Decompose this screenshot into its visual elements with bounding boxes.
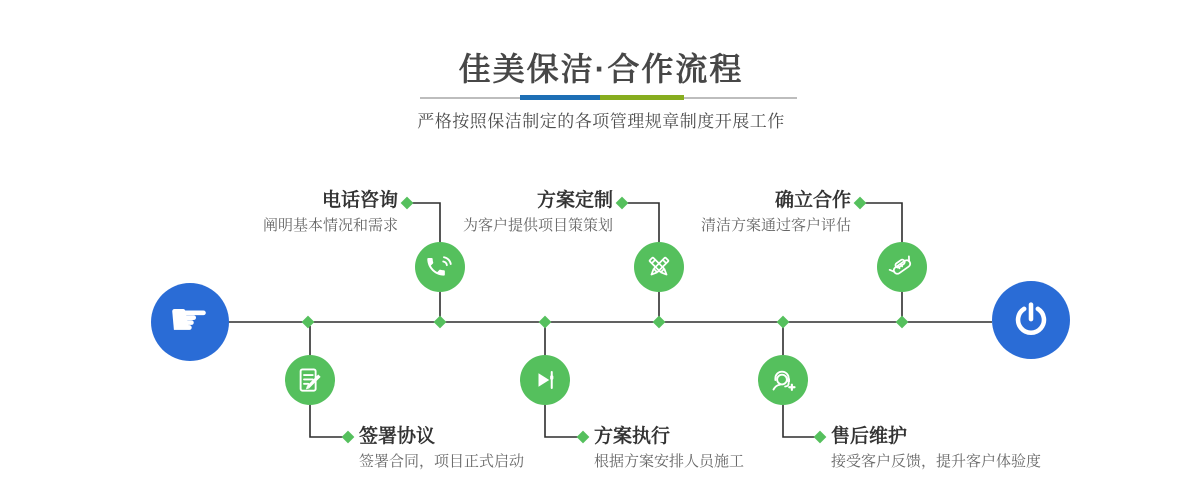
phone-icon — [425, 252, 455, 282]
start-node — [151, 283, 229, 361]
step-node-execute — [520, 355, 570, 405]
pointing-hand-icon: ☛ — [168, 292, 210, 346]
step-title: 售后维护 — [831, 426, 908, 447]
step-title: 方案执行 — [594, 426, 671, 447]
step-desc: 阐明基本情况和需求 — [262, 217, 398, 234]
step-node-sign — [285, 355, 335, 405]
page-title: 佳美保洁·合作流程 — [458, 51, 744, 87]
step-node-support — [758, 355, 808, 405]
step-desc: 接受客户反馈，提升客户体验度 — [831, 453, 1042, 470]
step-node-phone — [415, 242, 465, 292]
step-label-consult — [263, 187, 398, 238]
step-title: 方案定制 — [536, 190, 613, 211]
power-icon — [1010, 299, 1052, 341]
divider-accent-blue — [520, 95, 600, 100]
step-desc: 签署合同，项目正式启动 — [359, 453, 525, 470]
crossed-pencils-icon — [644, 252, 674, 282]
step-title: 签署协议 — [359, 426, 436, 447]
step-title: 确立合作 — [774, 190, 851, 211]
step-desc: 为客户提供项目策策划 — [462, 217, 613, 234]
page-subtitle: 严格按照保洁制定的各项管理规章制度开展工作 — [417, 112, 785, 131]
step-node-agreement — [877, 242, 927, 292]
step-label-aftersale — [831, 423, 1041, 474]
step-node-design — [634, 242, 684, 292]
play-slider-icon — [530, 365, 560, 395]
signature-icon — [295, 365, 325, 395]
end-node — [992, 281, 1070, 359]
step-desc: 根据方案安排人员施工 — [594, 453, 745, 470]
step-title: 电话咨询 — [321, 190, 398, 211]
headset-add-icon — [768, 365, 798, 395]
step-label-confirm — [701, 187, 851, 238]
step-desc: 清洁方案通过客户评估 — [700, 217, 851, 234]
step-label-sign — [359, 423, 524, 474]
divider-accent-green — [600, 95, 684, 100]
step-label-execute — [594, 423, 744, 474]
step-label-customize — [463, 187, 613, 238]
handshake-icon — [887, 252, 917, 282]
